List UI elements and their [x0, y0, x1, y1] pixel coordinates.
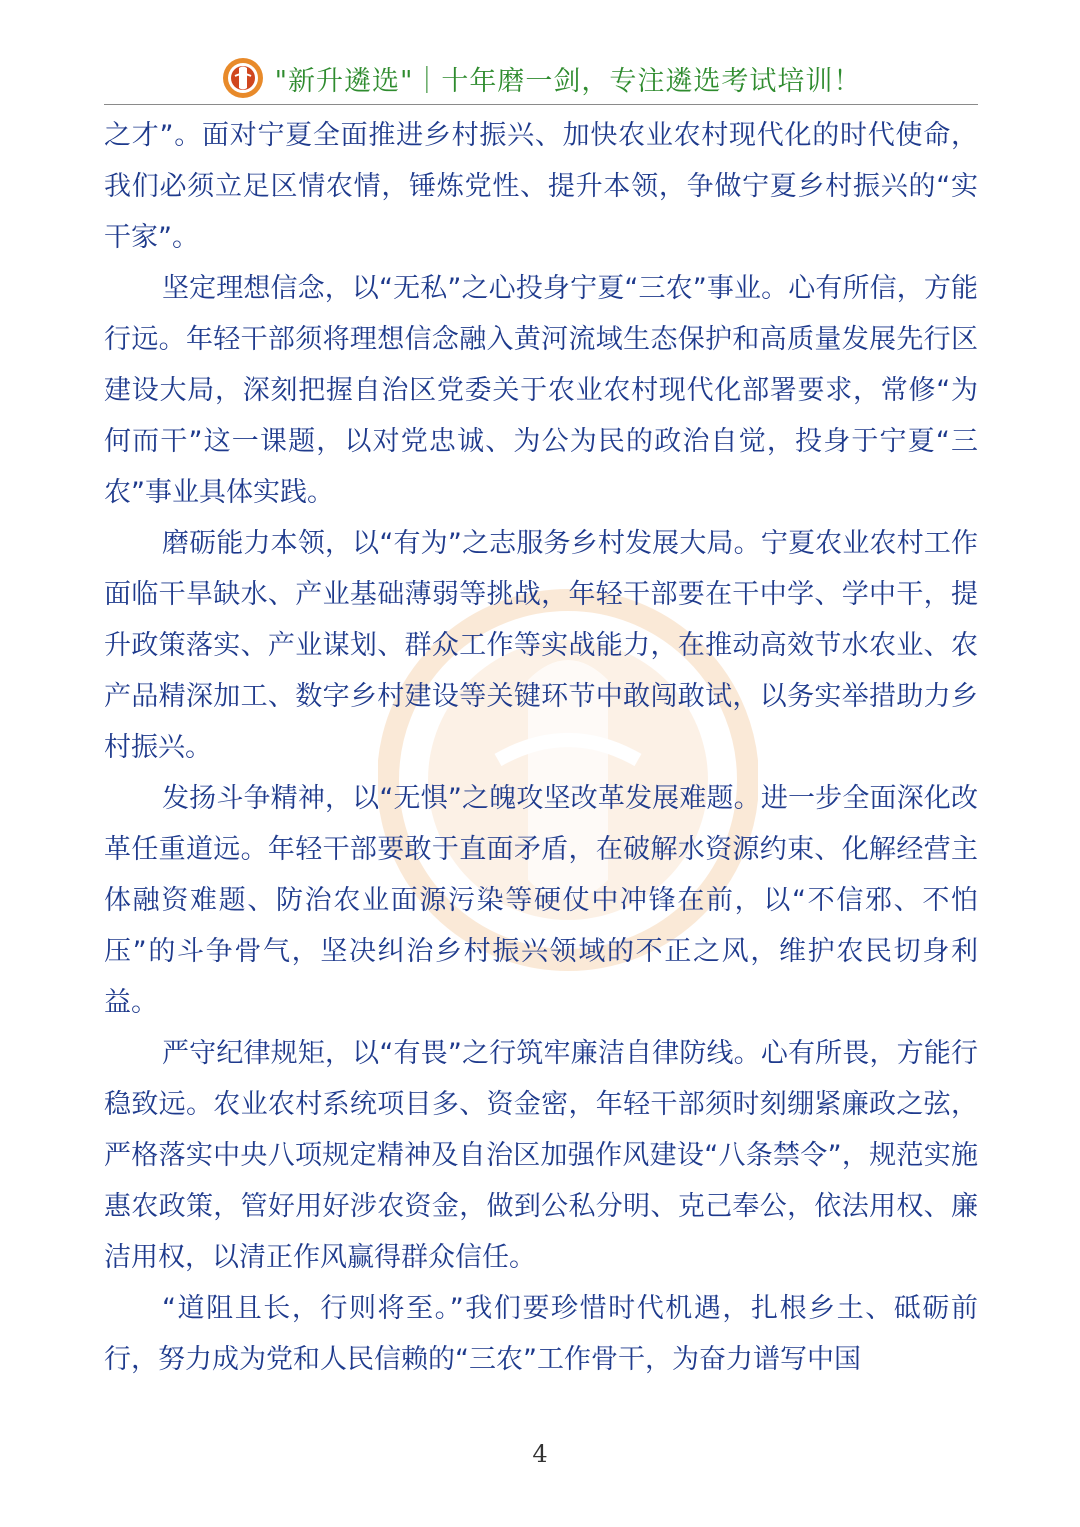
page-number: 4: [532, 1440, 548, 1468]
paragraph: 坚定理想信念，以“无私”之心投身宁夏“三农”事业。心有所信，方能行远。年轻干部须将理想信念融入黄河流域生态保护和高质量发展先行区建设大局，深刻把握自治区党委关于农业农村现代化部署要求，常修“为何而干”这一课题，以对党忠诚、为公为民的政治自觉，投身于宁夏“三农”事业具体实践。: [104, 273, 978, 508]
paragraph: 发扬斗争精神，以“无惧”之魄攻坚改革发展难题。进一步全面深化改革任重道远。年轻干部要敢于直面矛盾，在破解水资源约束、化解经营主体融资难题、防治农业面源污染等硬仗中冲锋在前，以“不信邪、不怕压”的斗争骨气，坚决纠治乡村振兴领域的不正之风，维护农民切身利益。: [104, 783, 978, 1018]
paragraph: “道阻且长，行则将至。”我们要珍惜时代机遇，扎根乡土、砥砺前行，努力成为党和人民信赖的“三农”工作骨干，为奋力谱写中国: [104, 1293, 978, 1375]
page-header: [104, 52, 978, 105]
article-body: [104, 110, 978, 1385]
paragraph-continued: 之才”。面对宁夏全面推进乡村振兴、加快农业农村现代化的时代使命，我们必须立足区情农情，锤炼党性、提升本领，争做宁夏乡村振兴的“实干家”。: [104, 120, 978, 253]
paragraph: 磨砺能力本领，以“有为”之志服务乡村发展大局。宁夏农业农村工作面临干旱缺水、产业基础薄弱等挑战，年轻干部要在干中学、学中干，提升政策落实、产业谋划、群众工作等实战能力，在推动高效节水农业、农产品精深加工、数字乡村建设等关键环节中敢闯敢试，以务实举措助力乡村振兴。: [104, 528, 978, 763]
paragraph: 严守纪律规矩，以“有畏”之行筑牢廉洁自律防线。心有所畏，方能行稳致远。农业农村系统项目多、资金密，年轻干部须时刻绷紧廉政之弦，严格落实中央八项规定精神及自治区加强作风建设“八条禁令”，规范实施惠农政策，管好用好涉农资金，做到公私分明、克己奉公，依法用权、廉洁用权，以清正作风赢得群众信任。: [104, 1038, 978, 1273]
xinsheng-logo-icon: [221, 56, 265, 100]
header-slogan: "新升遴选"｜十年磨一剑，专注遴选考试培训！: [274, 65, 862, 97]
